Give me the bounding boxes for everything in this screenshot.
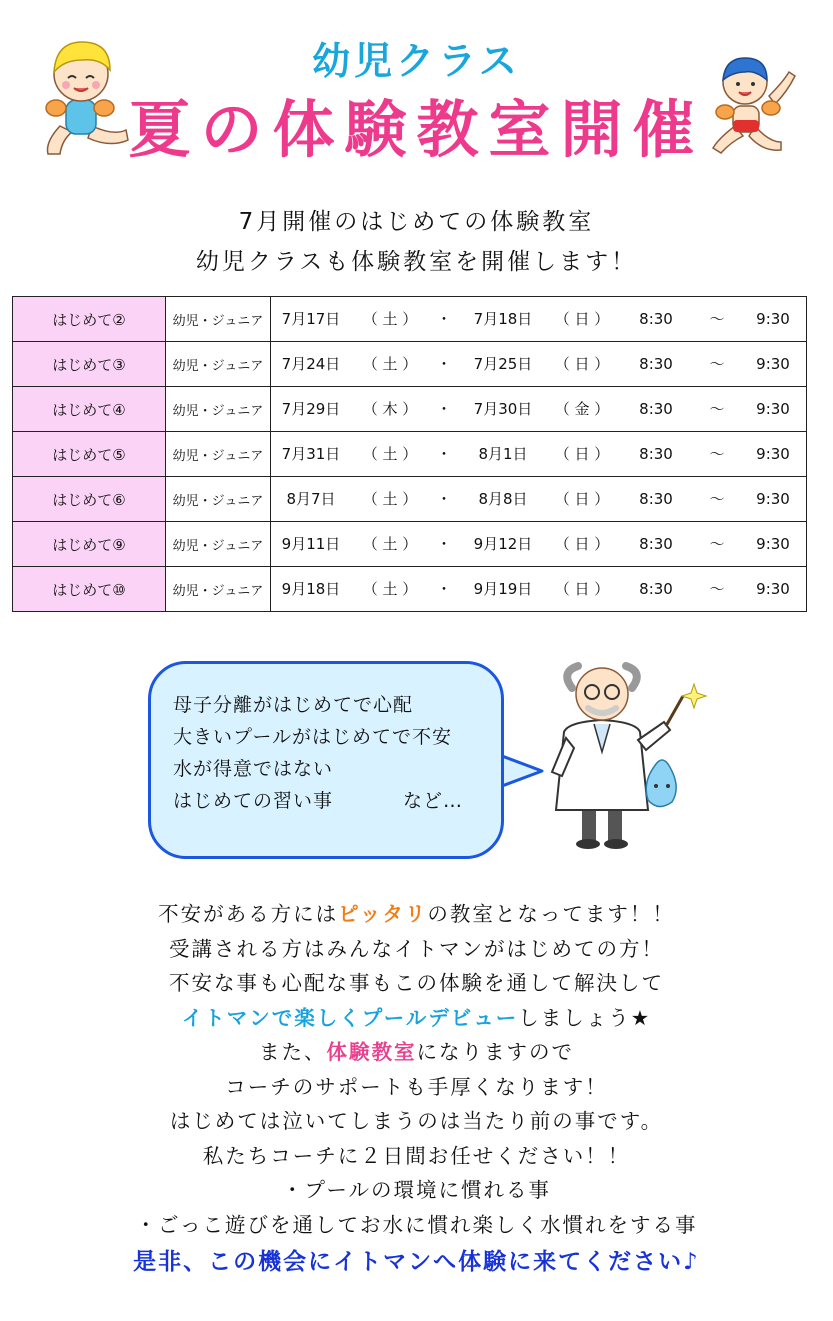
body-line-4: [0, 1001, 833, 1031]
closing-line: 是非、この機会にイトマンへ体験に来てください♪: [133, 1249, 700, 1275]
schedule-tilde: ～: [709, 535, 725, 553]
class-name-cell: はじめて④: [13, 387, 166, 432]
schedule-d1: 9月11日: [281, 535, 341, 553]
schedule-sep: ・: [436, 535, 452, 553]
schedule-d1: 8月7日: [286, 490, 336, 508]
class-name-cell: はじめて⑥: [13, 477, 166, 522]
schedule-tilde: ～: [709, 490, 725, 508]
table-row: [13, 387, 807, 432]
schedule-w1: （ 土 ）: [362, 355, 418, 373]
schedule-d2: 7月18日: [473, 310, 533, 328]
schedule-w1: （ 木 ）: [362, 400, 418, 418]
schedule-end: 9:30: [756, 490, 790, 508]
schedule-d1: 7月31日: [281, 445, 341, 463]
dates-cell: [271, 567, 807, 612]
dates-cell: [271, 432, 807, 477]
table-row: [13, 342, 807, 387]
body-line-4-highlight: イトマンで楽しくプールデビュー: [181, 1006, 519, 1030]
bubble-text: [173, 689, 463, 817]
table-row: [13, 522, 807, 567]
schedule-d2: 8月1日: [478, 445, 528, 463]
schedule-d1: 9月18日: [281, 580, 341, 598]
schedule-tilde: ～: [709, 355, 725, 373]
class-name-cell: はじめて⑩: [13, 567, 166, 612]
body-line-2: 受講される方はみんなイトマンがはじめての方！: [169, 937, 664, 961]
table-row: [13, 477, 807, 522]
schedule-d2: 7月25日: [473, 355, 533, 373]
dates-cell: [271, 387, 807, 432]
class-name-cell: はじめて③: [13, 342, 166, 387]
body-line-4-b: しましょう★: [518, 1006, 652, 1030]
schedule-w2: （ 日 ）: [554, 355, 610, 373]
schedule-start: 8:30: [639, 310, 673, 328]
bubble-line-2: 大きいプールがはじめてで不安: [173, 726, 453, 748]
body-line-5-c: になりますので: [416, 1040, 574, 1064]
schedule-d2: 8月8日: [478, 490, 528, 508]
table-row: [13, 432, 807, 477]
body-line-7: はじめては泣いてしまうのは当たり前の事です。: [169, 1109, 664, 1133]
table-row: [13, 567, 807, 612]
schedule-sep: ・: [436, 400, 452, 418]
schedule-start: 8:30: [639, 490, 673, 508]
schedule-w2: （ 日 ）: [554, 445, 610, 463]
schedule-tilde: ～: [709, 445, 725, 463]
speech-bubble-tail-cover: [490, 745, 510, 805]
schedule-sep: ・: [436, 580, 452, 598]
schedule-d2: 9月12日: [473, 535, 533, 553]
schedule-w1: （ 土 ）: [362, 310, 418, 328]
schedule-sep: ・: [436, 490, 452, 508]
body-line-1-c: の教室となってます！！: [427, 902, 675, 926]
schedule-start: 8:30: [639, 355, 673, 373]
schedule-w1: （ 土 ）: [362, 490, 418, 508]
schedule-start: 8:30: [639, 535, 673, 553]
class-name-cell: はじめて⑤: [13, 432, 166, 477]
body-line-3: 不安な事も心配な事もこの体験を通して解決して: [169, 971, 664, 995]
schedule-w1: （ 土 ）: [362, 580, 418, 598]
body-line-10: ・ごっこ遊びを通してお水に慣れ楽しく水慣れをする事: [135, 1213, 698, 1237]
schedule-start: 8:30: [639, 580, 673, 598]
body-line-9: ・プールの環境に慣れる事: [282, 1178, 551, 1202]
swimmer-girl-illustration: [30, 30, 145, 158]
schedule-tilde: ～: [709, 400, 725, 418]
age-group-cell: 幼児・ジュニア: [166, 342, 271, 387]
body-line-1-highlight: ピッタリ: [338, 902, 428, 926]
schedule-sep: ・: [436, 445, 452, 463]
schedule-end: 9:30: [756, 355, 790, 373]
body-line-5-a: また、: [259, 1040, 327, 1064]
schedule-w2: （ 金 ）: [554, 400, 610, 418]
schedule-end: 9:30: [756, 580, 790, 598]
schedule-w2: （ 日 ）: [554, 580, 610, 598]
schedule-sep: ・: [436, 310, 452, 328]
schedule-d2: 9月19日: [473, 580, 533, 598]
intro-line-2: 幼児クラスも体験教室を開催します！: [195, 249, 638, 275]
age-group-cell: 幼児・ジュニア: [166, 432, 271, 477]
schedule-end: 9:30: [756, 445, 790, 463]
schedule-tilde: ～: [709, 580, 725, 598]
schedule-start: 8:30: [639, 445, 673, 463]
bubble-line-3: 水が得意ではない: [173, 758, 334, 780]
body-line-6: コーチのサポートも手厚くなります！: [225, 1075, 608, 1099]
age-group-cell: 幼児・ジュニア: [166, 387, 271, 432]
schedule-w2: （ 日 ）: [554, 490, 610, 508]
schedule-table: [12, 296, 807, 612]
schedule-end: 9:30: [756, 310, 790, 328]
page-subtitle: 幼児クラス: [312, 39, 521, 83]
dates-cell: [271, 342, 807, 387]
bubble-etc: など…: [403, 790, 464, 812]
class-name-cell: はじめて⑨: [13, 522, 166, 567]
schedule-w1: （ 土 ）: [362, 535, 418, 553]
intro-line-1: 7月開催のはじめての体験教室: [238, 209, 595, 235]
age-group-cell: 幼児・ジュニア: [166, 522, 271, 567]
dates-cell: [271, 477, 807, 522]
age-group-cell: 幼児・ジュニア: [166, 297, 271, 342]
class-name-cell: はじめて②: [13, 297, 166, 342]
body-line-8: 私たちコーチに２日間お任せください！！: [202, 1144, 631, 1168]
age-group-cell: 幼児・ジュニア: [166, 477, 271, 522]
professor-illustration: [538, 652, 718, 852]
schedule-d2: 7月30日: [473, 400, 533, 418]
swimmer-boy-illustration: [705, 52, 800, 157]
body-line-5-highlight: 体験教室: [326, 1040, 417, 1064]
schedule-d1: 7月29日: [281, 400, 341, 418]
page-title: 夏の体験教室開催: [128, 93, 705, 166]
dates-cell: [271, 522, 807, 567]
schedule-sep: ・: [436, 355, 452, 373]
schedule-w2: （ 日 ）: [554, 310, 610, 328]
schedule-tilde: ～: [709, 310, 725, 328]
table-row: [13, 297, 807, 342]
body-line-1: [0, 897, 833, 927]
schedule-end: 9:30: [756, 400, 790, 418]
schedule-d1: 7月24日: [281, 355, 341, 373]
schedule-d1: 7月17日: [281, 310, 341, 328]
schedule-start: 8:30: [639, 400, 673, 418]
dates-cell: [271, 297, 807, 342]
schedule-w1: （ 土 ）: [362, 445, 418, 463]
schedule-end: 9:30: [756, 535, 790, 553]
body-line-1-a: 不安がある方には: [158, 902, 339, 926]
bubble-line-4: [173, 785, 463, 817]
schedule-w2: （ 日 ）: [554, 535, 610, 553]
body-line-5: [0, 1035, 833, 1065]
bubble-line-1: 母子分離がはじめてで心配: [173, 694, 414, 716]
age-group-cell: 幼児・ジュニア: [166, 567, 271, 612]
bubble-line-4-text: はじめての習い事: [173, 790, 334, 812]
